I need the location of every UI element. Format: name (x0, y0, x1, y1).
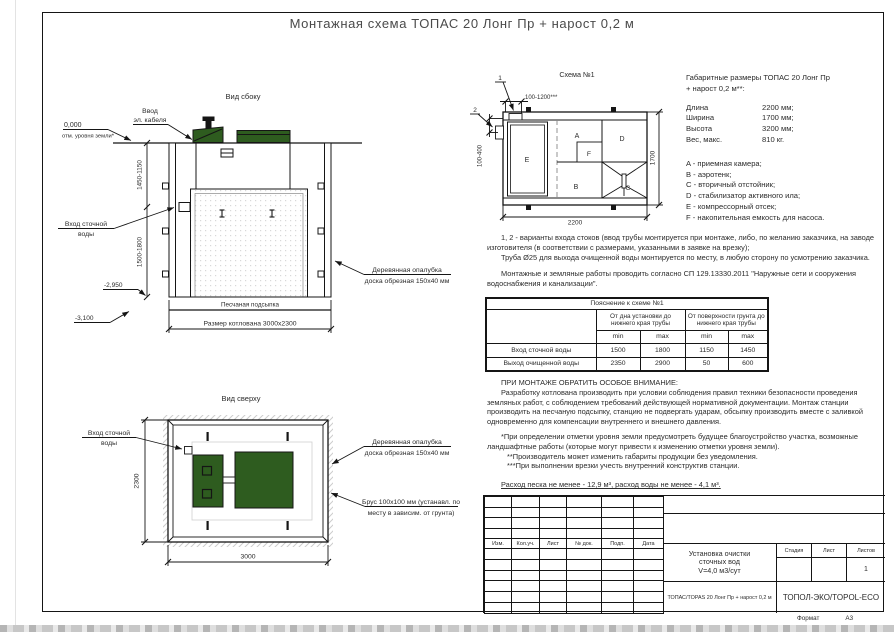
schema1-title: Схема №1 (559, 70, 595, 79)
inlet-stub (179, 203, 190, 212)
svg-text:2200: 2200 (567, 219, 583, 227)
format-label: Формат (797, 615, 820, 622)
legend-item: D - стабилизатор активного ила; (686, 191, 801, 201)
svg-text:Деревянная опалубка: Деревянная опалубка (372, 439, 442, 446)
sheets-value: 1 (864, 566, 868, 573)
table-group-header: От поверхности грунта до нижнего края трубы (685, 309, 768, 330)
svg-text:3000: 3000 (240, 553, 256, 561)
dim-2200 (500, 205, 650, 227)
sheet-value (812, 558, 847, 581)
side-view-drawing (55, 85, 475, 335)
inlet-label (58, 208, 174, 239)
zero-level-value: 0,000 (64, 122, 82, 129)
svg-text:E: E (524, 157, 530, 164)
lid-connector (223, 477, 235, 483)
installation-notes (487, 233, 883, 289)
page-title: Монтажная схема ТОПАС 20 Лонг Пр + нарост 0,2 м (289, 16, 635, 31)
title-block-right (663, 496, 885, 613)
warning-heading: ПРИ МОНТАЖЕ ОБРАТИТЬ ОСОБОЕ ВНИМАНИЕ: (501, 378, 678, 387)
compartment-d-label: D (619, 136, 625, 143)
inlet-variant1 (509, 114, 522, 121)
sheet-header: Лист (812, 544, 847, 558)
note-paragraph: Труба Ø25 для выхода очищенной воды монтируется по месту, в любую сторону по усмотрению заказчика. (501, 253, 870, 263)
legend-item: A - приемная камера; (686, 158, 762, 168)
formwork-label (332, 438, 451, 464)
svg-text:Вход сточной: Вход сточной (64, 221, 108, 228)
format-value: А3 (845, 615, 854, 622)
callout-1 (495, 75, 514, 111)
svg-text:C: C (625, 185, 631, 192)
title-block-empty-row (663, 496, 885, 514)
spec-row-height: Высота 3200 мм; (686, 124, 794, 134)
svg-text:Вход сточной: Вход сточной (87, 430, 131, 437)
svg-text:1700: 1700 (649, 150, 657, 166)
dim-2300 (134, 417, 169, 545)
cable-entry-label (133, 108, 192, 140)
stage-header: Стадия (777, 544, 812, 558)
note-paragraph: Монтажные и земляные работы проводить согласно СП 129.13330.2011 "Наружные сети и сооружения водоснабжения и канализации". (487, 268, 856, 288)
svg-text:F: F (586, 151, 592, 158)
table-title: Пояснение к схеме №1 (486, 298, 768, 309)
schema1-drawing (468, 60, 680, 235)
compartment-legend (686, 159, 888, 224)
legend-item: B - аэротенк; (686, 169, 732, 179)
warning-note: *При определении отметки уровня земли предусмотреть будущее благоустройство участка, возможные ландшафтные работы (которые могут привести к изменению отметки уровня земли). (487, 431, 858, 451)
table-row: Выход очищенной воды 2350 2900 50 600 (486, 357, 768, 371)
vent-cap-icon (206, 120, 211, 128)
zero-level-note: отм. уровня земли* (62, 133, 114, 140)
compartment-e (508, 122, 548, 196)
company-name: ТОПОЛ-ЭКО/TOPOL-ECO (777, 581, 885, 613)
scan-artifact-band (0, 625, 894, 632)
svg-text:доска обрезная 150x40 мм: доска обрезная 150x40 мм (364, 278, 450, 285)
compartment-f (577, 142, 602, 162)
svg-text:эл. кабеля: эл. кабеля (133, 117, 167, 124)
revision-grid-header: Изм. Кол.уч. Лист № док. Подп. Дата (485, 539, 664, 549)
svg-text:Ввод: Ввод (142, 108, 158, 115)
spec-row-width: Ширина 1700 мм; (686, 113, 794, 123)
dim-1700 (647, 109, 663, 208)
scan-edge-line (15, 0, 16, 632)
sand-level-value: -2,950 (104, 282, 123, 289)
note-paragraph: 1, 2 - варианты входа стоков (ввод трубы монтируется при монтаже, либо, по желанию заказчика, на заводе изготовителя (в соответствии с размерами, указанными в заявке на врезку); (487, 233, 875, 253)
svg-text:Брус 100x100 мм (устанавл. по: Брус 100x100 мм (устанавл. по (362, 499, 460, 506)
title-block-empty-row (663, 514, 885, 544)
svg-text:100-1200***: 100-1200*** (525, 95, 558, 101)
svg-text:воды: воды (77, 231, 95, 238)
specs-heading: Габаритные размеры ТОПАС 20 Лонг Пр (686, 73, 830, 82)
inlet-stub (185, 447, 193, 455)
legend-item: E - компрессорный отсек; (686, 201, 777, 211)
top-view-title: Вид сверху (221, 394, 261, 403)
warning-note: ***При выполнении врезки учесть внутренний конструктив станции. (507, 461, 740, 471)
station-lids-top (193, 452, 293, 508)
stage-value (777, 558, 812, 581)
dimensions-block (686, 73, 888, 224)
pit-size-label: Размер котлована 3000x2300 (203, 320, 297, 328)
table-subheader: min (596, 330, 640, 343)
tank-body (179, 189, 308, 297)
table-subheader: min (685, 330, 728, 343)
sand-label: Песчаная подсыпка (221, 301, 279, 309)
dim-3000 (165, 545, 331, 566)
sheets-header: Листов (847, 544, 885, 558)
vent-cap-icon (203, 117, 214, 121)
compartment-a-label: A (574, 133, 580, 140)
sand-bed (169, 297, 331, 310)
dim-inlet-depth: 1450-1150 (136, 160, 144, 190)
svg-text:Деревянная опалубка: Деревянная опалубка (372, 267, 442, 274)
table-row: Вход сточной воды 1500 1800 1150 1450 (486, 343, 768, 357)
warning-note: **Производитель может изменить габариты продукции без уведомления. (507, 451, 758, 461)
svg-text:1: 1 (498, 75, 502, 82)
side-view-title: Вид сбоку (225, 92, 261, 101)
product-title-cell: Установка очистки сточных вод V=4,0 м3/сут (663, 544, 777, 581)
warning-body: Разработку котлована производить при условии соблюдения правил техники безопасности проведения земляных работ, с соблюдением требований действующей нормативной документации. Монтаж станции производить на песчаную подсыпку, станцию не подвергать ударам, обсыпку производить вместе с заливкой одновременно для компенсации внутреннего и внешнего давления. (487, 387, 863, 427)
specs-heading-2: + нарост 0,2 м**: (686, 83, 745, 93)
svg-text:месту в зависим. от грунта): месту в зависим. от грунта) (367, 510, 455, 517)
svg-text:доска обрезная 150x40 мм: доска обрезная 150x40 мм (364, 450, 450, 457)
svg-text:100-400: 100-400 (477, 144, 484, 168)
top-view-drawing (60, 385, 470, 585)
beam-label (331, 493, 460, 517)
consumption-note: Расход песка не менее - 12,9 м³, расход воды не менее - 4,1 м³. (501, 480, 721, 490)
table-corner-cell (486, 309, 596, 343)
spec-row-length: Длина 2200 мм; (686, 102, 794, 112)
model-designation: ТОПАС/TOPAS 20 Лонг Пр + нарост 0,2 м (663, 581, 777, 613)
level-marks (74, 282, 146, 323)
compartment-c (602, 162, 647, 198)
table-group-header: От дна установки до нижнего края трубы (596, 309, 685, 330)
svg-text:2: 2 (473, 107, 477, 114)
table-subheader: max (640, 330, 685, 343)
svg-text:2300: 2300 (133, 473, 141, 489)
format-note (797, 615, 853, 622)
spec-row-weight: Вес, макс. 810 кг. (686, 134, 785, 144)
warning-block (487, 378, 885, 490)
compartment-b-label: B (573, 184, 579, 191)
legend-item: C - вторичный отстойник; (686, 180, 776, 190)
formwork-label (335, 261, 451, 285)
table-subheader: max (728, 330, 768, 343)
bottom-level-value: -3,100 (75, 315, 94, 322)
tank-lids (193, 117, 290, 143)
zero-level-mark (62, 122, 131, 141)
dim-left (478, 114, 504, 167)
explanation-table (485, 297, 769, 372)
revision-grid (484, 496, 664, 614)
legend-item: F - накопительная емкость для насоса. (686, 212, 825, 222)
svg-text:воды: воды (100, 440, 118, 447)
tank-neck (196, 143, 290, 189)
title-block (483, 495, 885, 613)
dim-inlet-height: 1500-1800 (136, 236, 144, 268)
